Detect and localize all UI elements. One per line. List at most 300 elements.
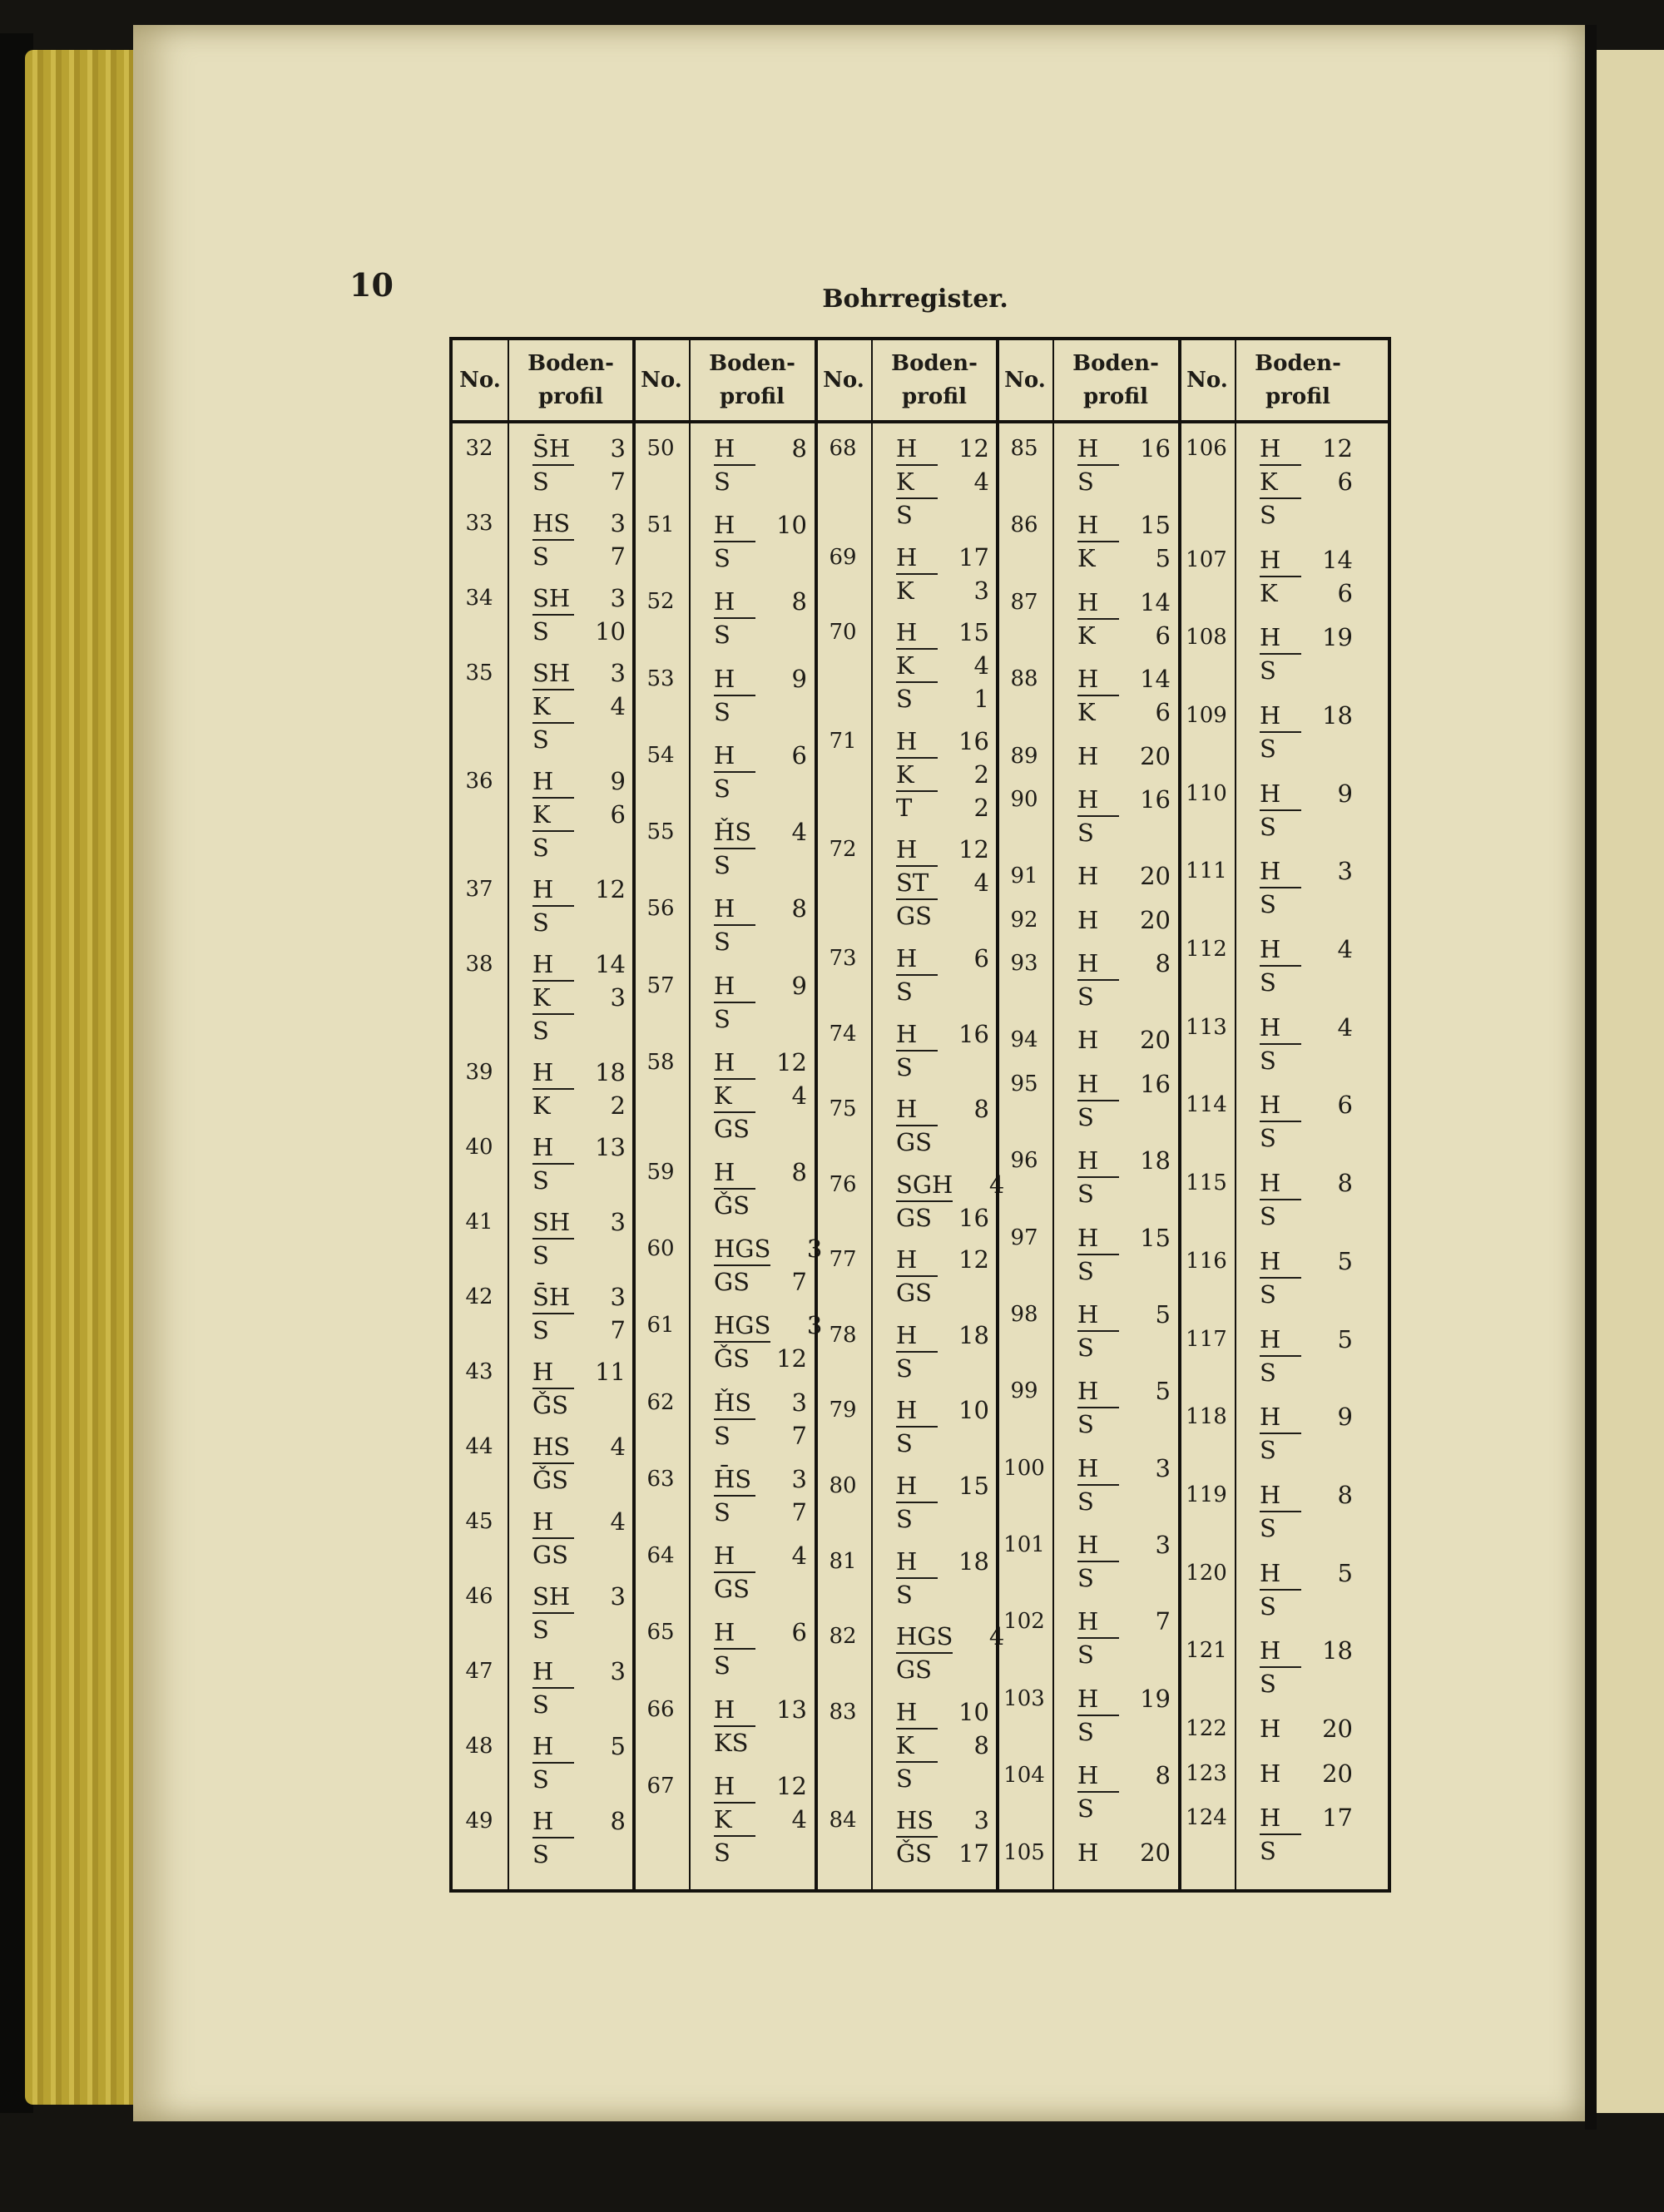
layer-symbol: H: [1077, 1375, 1119, 1408]
soil-profile: [1077, 859, 1171, 893]
soil-profile: [1077, 1836, 1171, 1869]
layer-symbol: K: [1077, 544, 1096, 573]
layer-thickness: 8: [973, 1730, 989, 1759]
boring-number: 81: [829, 1548, 857, 1574]
layer-symbol: H: [1260, 1557, 1301, 1591]
soil-profile: [896, 1545, 989, 1611]
profile-layer: [1260, 1323, 1353, 1356]
boring-number: 106: [1186, 436, 1227, 461]
profile-layer: [532, 432, 626, 465]
soil-profile: [1260, 621, 1353, 687]
boring-number: 98: [1010, 1301, 1038, 1327]
layer-thickness: 14: [595, 950, 626, 978]
layer-thickness: 3: [791, 1464, 807, 1493]
soil-profile: [714, 815, 807, 882]
layer-thickness: 3: [806, 1311, 823, 1340]
layer-symbol: S: [1260, 735, 1276, 764]
layer-symbol: HGS: [896, 1621, 953, 1654]
profile-layer: [714, 618, 807, 651]
profile-layer: [1260, 1245, 1353, 1278]
profile-layer: [532, 831, 626, 864]
layer-thickness: 3: [610, 1582, 626, 1611]
soil-profile: [532, 1205, 626, 1272]
soil-profile: [1260, 1400, 1353, 1467]
layer-symbol: S: [532, 1017, 549, 1045]
profile-layer: [1260, 1400, 1353, 1433]
soil-profile: [714, 1046, 807, 1146]
profile-layer: [1077, 1374, 1171, 1408]
layer-thickness: 17: [1322, 1804, 1353, 1833]
layer-thickness: 9: [791, 971, 807, 1000]
layer-thickness: 2: [973, 760, 989, 789]
boring-number: 37: [465, 877, 493, 902]
layer-thickness: 19: [1140, 1684, 1171, 1713]
boring-number: 100: [1003, 1455, 1045, 1481]
layer-symbol: H: [1260, 433, 1301, 466]
boring-number: 90: [1010, 786, 1038, 812]
soil-profile: [1077, 1067, 1171, 1134]
layer-symbol: S: [532, 468, 549, 496]
profile-layer: [1077, 508, 1171, 542]
layer-symbol: S: [532, 1765, 549, 1794]
boring-number: 65: [646, 1620, 675, 1645]
layer-symbol: H: [1077, 1529, 1119, 1562]
boring-number: 77: [829, 1247, 857, 1273]
layer-thickness: 12: [958, 1245, 989, 1274]
layer-symbol: H: [1260, 778, 1301, 811]
layer-thickness: 20: [1140, 1838, 1171, 1867]
profile-layer: [532, 540, 626, 573]
soil-profile: [1077, 740, 1171, 773]
layer-thickness: 4: [791, 1081, 807, 1110]
boring-number: 76: [829, 1171, 857, 1197]
soil-profile: [532, 1131, 626, 1197]
soil-profile: [532, 1430, 626, 1497]
profile-layer: [532, 1538, 626, 1571]
boring-number: 103: [1003, 1685, 1045, 1711]
profile-layer: [714, 1649, 807, 1682]
profile-layer: [1260, 1512, 1353, 1545]
boring-number: 116: [1186, 1248, 1227, 1274]
layer-thickness: 6: [973, 943, 989, 972]
layer-thickness: 5: [1337, 1246, 1353, 1275]
boring-number: 114: [1186, 1092, 1227, 1118]
soil-profile: [1077, 586, 1171, 652]
layer-symbol: H: [714, 970, 755, 1003]
profile-layer: [896, 1126, 989, 1159]
boring-number: 111: [1186, 859, 1227, 884]
profile-layer: [714, 1836, 807, 1869]
layer-symbol: H: [1077, 862, 1099, 891]
layer-thickness: 6: [1337, 468, 1353, 496]
profile-layer: [896, 465, 989, 498]
soil-profile: [896, 1168, 1004, 1235]
layer-symbol: K: [532, 1091, 551, 1120]
profile-layer: [896, 942, 989, 975]
boring-number: 52: [646, 589, 675, 615]
profile-layer: [1260, 621, 1353, 654]
profile-layer: [1260, 1200, 1353, 1233]
profile-layer: [532, 1355, 626, 1388]
layer-thickness: 4: [988, 1622, 1005, 1651]
layer-symbol: H: [1260, 544, 1301, 577]
layer-symbol: H: [896, 1394, 938, 1428]
layer-symbol: S: [714, 774, 730, 803]
profile-layer: [896, 975, 989, 1008]
profile-layer: [1260, 1556, 1353, 1590]
layer-symbol: S: [1260, 968, 1276, 997]
layer-symbol: H: [714, 663, 755, 696]
profile-layer: [1077, 619, 1171, 652]
layer-symbol: H: [532, 948, 574, 982]
profile-layer: [896, 1804, 989, 1837]
column-rule: [508, 340, 509, 1889]
boring-number: 61: [646, 1313, 675, 1339]
layer-thickness: 13: [595, 1133, 626, 1161]
layer-thickness: 8: [1155, 949, 1171, 978]
profile-layer: [1077, 432, 1171, 465]
boring-number: 92: [1010, 907, 1038, 933]
layer-thickness: 6: [1155, 621, 1171, 650]
profile-layer: [896, 1502, 989, 1536]
profile-layer: [532, 1613, 626, 1646]
profile-layer: [1077, 1298, 1171, 1331]
layer-thickness: 3: [610, 1208, 626, 1236]
profile-layer: [714, 849, 807, 882]
layer-thickness: 2: [973, 793, 989, 822]
layer-symbol: K: [1077, 698, 1096, 727]
soil-profile: [714, 1539, 807, 1606]
boring-number: 57: [646, 972, 675, 998]
profile-layer: [532, 1730, 626, 1763]
layer-thickness: 4: [610, 1507, 626, 1536]
boring-number: 115: [1186, 1170, 1227, 1196]
boring-number: 42: [465, 1284, 493, 1309]
boring-number: 39: [465, 1060, 493, 1085]
profile-layer: [1260, 1278, 1353, 1311]
soil-profile: [1077, 947, 1171, 1013]
layer-thickness: 10: [958, 1697, 989, 1726]
soil-profile: [714, 1232, 822, 1299]
layer-symbol: SH: [532, 1206, 574, 1240]
profile-layer: [896, 1319, 989, 1352]
soil-profile: [896, 725, 989, 824]
profile-layer: [1260, 543, 1353, 577]
boring-number: 99: [1010, 1378, 1038, 1404]
layer-thickness: 3: [610, 659, 626, 687]
layer-symbol: S: [896, 685, 913, 714]
layer-thickness: 6: [610, 800, 626, 829]
soil-profile: [1260, 1088, 1353, 1155]
profile-layer: [714, 892, 807, 925]
profile-layer: [1077, 947, 1171, 980]
layer-thickness: 3: [973, 1806, 989, 1835]
profile-layer: [1077, 783, 1171, 816]
layer-symbol: GS: [896, 1128, 933, 1157]
boring-number: 78: [829, 1322, 857, 1348]
layer-symbol: S: [714, 1651, 730, 1680]
layer-thickness: 8: [973, 1095, 989, 1124]
profile-layer: [714, 1232, 822, 1265]
boring-number: 107: [1186, 547, 1227, 572]
profile-layer: [532, 1804, 626, 1838]
layer-symbol: H: [1260, 1324, 1301, 1357]
profile-layer: [896, 1653, 1004, 1686]
layer-thickness: 15: [1140, 1223, 1171, 1252]
layer-symbol: H: [1260, 1714, 1281, 1743]
soil-profile: [532, 1804, 626, 1871]
boring-number: 36: [465, 769, 493, 794]
profile-layer: [1260, 966, 1353, 999]
layer-symbol: S: [1077, 1487, 1094, 1516]
layer-thickness: 4: [1337, 1012, 1353, 1042]
layer-symbol: H: [1077, 948, 1119, 981]
layer-symbol: S: [1260, 1591, 1276, 1621]
profile-layer: [896, 574, 989, 607]
layer-thickness: 17: [958, 1839, 989, 1868]
boring-number: 84: [829, 1808, 857, 1833]
soil-profile: [1077, 1528, 1171, 1595]
boring-number: 102: [1003, 1609, 1045, 1635]
soil-profile: [1077, 1605, 1171, 1671]
profile-layer: [1077, 465, 1171, 498]
layer-symbol: K: [714, 1080, 755, 1113]
profile-layer: [714, 1079, 807, 1112]
layer-symbol: S: [1077, 1640, 1094, 1670]
profile-layer: [532, 1388, 626, 1422]
soil-profile: [1260, 699, 1353, 765]
layer-symbol: S: [714, 1004, 730, 1033]
boring-number: 66: [646, 1696, 675, 1722]
boring-number: 120: [1186, 1560, 1227, 1586]
profile-layer: [896, 1762, 989, 1795]
profile-layer: [1077, 662, 1171, 695]
profile-layer: [532, 1131, 626, 1164]
boring-number: 68: [829, 436, 857, 461]
boring-number: 121: [1186, 1638, 1227, 1664]
boring-number: 35: [465, 661, 493, 685]
soil-profile: [1260, 1011, 1353, 1077]
profile-layer: [1077, 1254, 1171, 1288]
layer-symbol: ǦS: [714, 1344, 750, 1373]
layer-thickness: 14: [1140, 587, 1171, 616]
profile-layer: [896, 1243, 989, 1276]
soil-profile: [1260, 1556, 1353, 1623]
soil-profile: [532, 507, 626, 573]
header-no: No.: [459, 368, 501, 393]
layer-symbol: K: [532, 690, 574, 724]
layer-thickness: 12: [958, 434, 989, 463]
layer-symbol: H: [532, 1655, 574, 1689]
boring-number: 71: [829, 728, 857, 754]
book-gutter: [1585, 25, 1597, 2130]
profile-layer: [1077, 1759, 1171, 1792]
layer-symbol: S: [1260, 1436, 1276, 1465]
soil-profile: [532, 948, 626, 1047]
boring-number: 56: [646, 896, 675, 922]
layer-symbol: H: [896, 1244, 938, 1277]
layer-symbol: S: [532, 908, 549, 937]
layer-thickness: 3: [806, 1235, 823, 1264]
soil-profile: [532, 581, 626, 648]
layer-symbol: H: [896, 1470, 938, 1503]
layer-symbol: H: [896, 433, 938, 466]
layer-symbol: ǦS: [532, 1391, 569, 1419]
layer-thickness: 3: [610, 584, 626, 612]
layer-symbol: S: [532, 834, 549, 862]
soil-profile: [1077, 1298, 1171, 1364]
boring-number: 108: [1186, 625, 1227, 651]
profile-layer: [896, 1092, 989, 1126]
boring-number: 118: [1186, 1404, 1227, 1430]
layer-thickness: 13: [776, 1695, 807, 1724]
layer-thickness: 7: [610, 542, 626, 571]
layer-thickness: 16: [1140, 1069, 1171, 1098]
profile-layer: [532, 1056, 626, 1089]
layer-symbol: S: [1260, 812, 1276, 841]
layer-thickness: 16: [958, 1019, 989, 1048]
layer-thickness: 15: [958, 1472, 989, 1501]
header-no: No.: [1186, 368, 1228, 393]
layer-thickness: 9: [610, 767, 626, 795]
layer-thickness: 4: [973, 868, 989, 898]
layer-symbol: H: [1077, 509, 1119, 542]
layer-thickness: 20: [1140, 741, 1171, 770]
profile-layer: [1260, 933, 1353, 966]
soil-profile: [896, 1243, 989, 1309]
header-bodenprofil: Boden- profil: [891, 351, 978, 409]
profile-layer: [532, 873, 626, 906]
soil-profile: [1260, 1801, 1353, 1868]
soil-profile: [1260, 1323, 1353, 1389]
layer-symbol: H: [1260, 1012, 1301, 1045]
layer-thickness: 18: [1322, 701, 1353, 730]
layer-symbol: S: [714, 1497, 730, 1527]
profile-layer: [896, 649, 989, 682]
layer-thickness: 3: [973, 576, 989, 605]
layer-thickness: 16: [958, 726, 989, 755]
layer-symbol: S: [896, 1353, 913, 1383]
layer-symbol: H: [1260, 933, 1301, 967]
layer-thickness: 16: [1140, 434, 1171, 463]
profile-layer: [1077, 859, 1171, 893]
profile-layer: [1077, 1023, 1171, 1057]
soil-profile: [1077, 1023, 1171, 1057]
layer-symbol: H: [714, 1694, 755, 1727]
layer-symbol: ǦS: [896, 1839, 933, 1868]
soil-profile: [532, 1655, 626, 1721]
profile-layer: [1077, 1561, 1171, 1595]
soil-profile: [714, 662, 807, 729]
layer-thickness: 4: [988, 1170, 1005, 1199]
profile-layer: [896, 1352, 989, 1385]
layer-symbol: S: [896, 977, 913, 1006]
layer-symbol: H: [1260, 1479, 1301, 1512]
profile-layer: [896, 616, 989, 649]
boring-number: 70: [829, 620, 857, 646]
profile-layer: [896, 1695, 989, 1729]
boring-number: 117: [1186, 1326, 1227, 1352]
header-bodenprofil: Boden- profil: [709, 351, 795, 409]
profile-layer: [532, 1314, 626, 1347]
profile-layer: [1260, 854, 1353, 888]
layer-symbol: H̄S: [714, 1463, 755, 1497]
profile-layer: [532, 1430, 626, 1463]
layer-symbol: S: [1260, 890, 1276, 919]
page-edges: [25, 50, 141, 2105]
layer-symbol: K: [896, 650, 938, 683]
layer-symbol: H: [1077, 1068, 1119, 1101]
layer-symbol: K: [1260, 466, 1301, 499]
profile-layer: [1260, 1667, 1353, 1700]
layer-symbol: H: [1077, 1145, 1119, 1178]
boring-number: 47: [465, 1659, 493, 1684]
soil-profile: [1077, 1221, 1171, 1288]
layer-thickness: 10: [958, 1396, 989, 1425]
profile-layer: [1077, 1177, 1171, 1210]
profile-layer: [896, 1620, 1004, 1653]
layer-symbol: S: [1077, 1180, 1094, 1209]
layer-symbol: H: [896, 725, 938, 759]
profile-layer: [896, 1276, 989, 1309]
profile-layer: [1260, 699, 1353, 732]
layer-thickness: 4: [610, 1433, 626, 1461]
boring-number: 105: [1003, 1839, 1045, 1865]
layer-thickness: 4: [973, 468, 989, 496]
layer-symbol: GS: [714, 1575, 750, 1604]
header-no: No.: [1004, 368, 1046, 393]
boring-number: 49: [465, 1809, 493, 1833]
layer-symbol: H: [1260, 1802, 1301, 1835]
layer-thickness: 5: [1155, 1377, 1171, 1406]
soil-profile: [1077, 903, 1171, 937]
layer-symbol: KS: [714, 1728, 749, 1757]
layer-thickness: 14: [1322, 545, 1353, 574]
layer-symbol: S: [1077, 1717, 1094, 1746]
layer-symbol: S: [1260, 656, 1276, 685]
layer-symbol: HS: [532, 507, 574, 541]
layer-symbol: H: [532, 1805, 574, 1838]
boring-number: 101: [1003, 1532, 1045, 1558]
layer-symbol: H: [714, 1616, 755, 1650]
boring-number: 109: [1186, 703, 1227, 729]
soil-profile: [1260, 432, 1353, 532]
boring-number: 80: [829, 1473, 857, 1499]
soil-profile: [896, 942, 989, 1008]
layer-thickness: 7: [791, 1497, 807, 1527]
profile-layer: [1260, 1478, 1353, 1512]
profile-layer: [1260, 1757, 1353, 1790]
profile-layer: [714, 432, 807, 465]
layer-symbol: S: [896, 1429, 913, 1458]
layer-thickness: 12: [776, 1047, 807, 1076]
layer-symbol: S: [1260, 1046, 1276, 1075]
header-bodenprofil: Boden- profil: [1255, 351, 1341, 409]
layer-symbol: H: [1260, 700, 1301, 733]
layer-thickness: 9: [791, 664, 807, 693]
profile-layer: [532, 981, 626, 1014]
group-rule: [632, 340, 636, 1889]
profile-layer: [714, 1803, 807, 1836]
layer-symbol: S: [896, 1764, 913, 1793]
profile-layer: [714, 1309, 822, 1342]
profile-layer: [714, 1496, 807, 1529]
layer-symbol: ǦS: [714, 1191, 750, 1220]
layer-symbol: H: [714, 1047, 755, 1080]
layer-thickness: 6: [1337, 1091, 1353, 1120]
profile-layer: [896, 1427, 989, 1460]
layer-symbol: S: [532, 725, 549, 754]
